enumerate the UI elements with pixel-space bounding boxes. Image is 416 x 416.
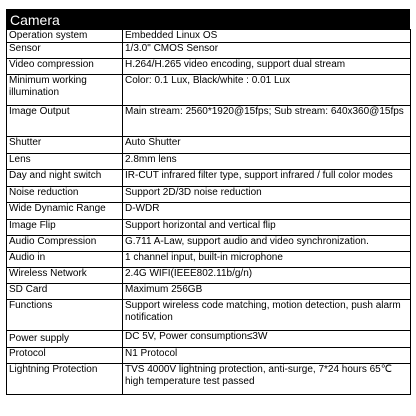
row-label: Functions [7, 300, 123, 331]
spec-table [6, 29, 411, 395]
row-value: H.264/H.265 video encoding, support dual stream [123, 59, 411, 75]
table-row [7, 348, 411, 364]
row-value: Maximum 256GB [123, 284, 411, 300]
row-label: Image Flip [7, 220, 123, 236]
row-label: Sensor [7, 43, 123, 59]
row-value: Color: 0.1 Lux, Black/white : 0.01 Lux [123, 75, 411, 106]
table-row [7, 43, 411, 59]
row-label: Day and night switch [7, 170, 123, 187]
row-label: Noise reduction [7, 187, 123, 203]
row-label: Video compression [7, 59, 123, 75]
table-row [7, 203, 411, 220]
row-value: Auto Shutter [123, 137, 411, 154]
row-value: 1/3.0" CMOS Sensor [123, 43, 411, 59]
table-row [7, 106, 411, 137]
row-label: Shutter [7, 137, 123, 154]
row-label: Audio in [7, 252, 123, 268]
section-title: Camera [6, 9, 410, 29]
row-value: 2.4G WIFI(IEEE802.11b/g/n) [123, 268, 411, 284]
row-label: Image Output [7, 106, 123, 137]
row-value: DC 5V, Power consumption≤3W [123, 331, 411, 348]
row-value: Support 2D/3D noise reduction [123, 187, 411, 203]
row-value: D-WDR [123, 203, 411, 220]
row-label: Protocol [7, 348, 123, 364]
row-label: Wide Dynamic Range [7, 203, 123, 220]
row-value: Embedded Linux OS [123, 30, 411, 43]
table-row [7, 170, 411, 187]
row-label: Operation system [7, 30, 123, 43]
row-label: Lens [7, 154, 123, 170]
table-row [7, 187, 411, 203]
table-row [7, 252, 411, 268]
row-value: N1 Protocol [123, 348, 411, 364]
table-row [7, 30, 411, 43]
row-label: Minimum working illumination [7, 75, 123, 106]
row-label: Audio Compression [7, 236, 123, 252]
row-value: Support horizontal and vertical flip [123, 220, 411, 236]
table-row [7, 137, 411, 154]
table-row [7, 364, 411, 395]
row-label: Power supply [7, 331, 123, 348]
row-label: Wireless Network [7, 268, 123, 284]
row-value: TVS 4000V lightning protection, anti-surge, 7*24 hours 65℃ high temperature test passed [123, 364, 411, 395]
row-value: Support wireless code matching, motion detection, push alarm notification [123, 300, 411, 331]
table-row [7, 331, 411, 348]
table-row [7, 220, 411, 236]
table-row [7, 75, 411, 106]
row-value: 1 channel input, built-in microphone [123, 252, 411, 268]
table-row [7, 300, 411, 331]
row-value: Main stream: 2560*1920@15fps; Sub stream: 640x360@15fps [123, 106, 411, 137]
row-value: G.711 A-Law, support audio and video synchronization. [123, 236, 411, 252]
row-label: SD Card [7, 284, 123, 300]
table-row [7, 236, 411, 252]
row-value: IR-CUT infrared filter type, support infrared / full color modes [123, 170, 411, 187]
row-label: Lightning Protection [7, 364, 123, 395]
table-row [7, 59, 411, 75]
table-row [7, 154, 411, 170]
table-row [7, 268, 411, 284]
spec-sheet [6, 9, 410, 395]
row-value: 2.8mm lens [123, 154, 411, 170]
table-row [7, 284, 411, 300]
